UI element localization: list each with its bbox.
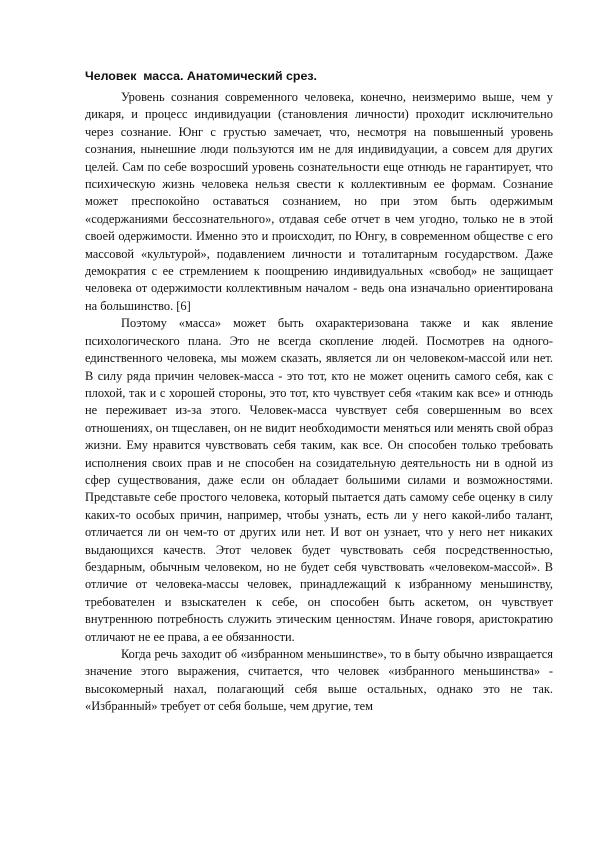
paragraph-1: Уровень сознания современного человека, конечно, неизмеримо выше, чем у дикаря, и процесс индивидуации (становления личности) проходит исключительно через сознание. Юнг с грустью замечает, что, несмотря на повышенный уровень сознания, нынешние люди пользуются им не для индивидуации, а совсем для других целей. Сам по себе возросший уровень сознательности еще отнюдь не гарантирует, что психическую жизнь человека нельзя свести к коллективным ее формам. Сознание может преспокойно оставаться сознанием, но при этом быть одержимым «содержаниями бессознательного», отдавая себе отчет в чем угодно, только не в этой своей одержимости. Именно это и происходит, по Юнгу, в современном обществе с его массовой «культурой», подавлением личности и тоталитарным государством. Даже демократия с ее стремлением к поощрению индивидуальных «свобод» не защищает человека от одержимости коллективным началом - ведь она изначально ориентирована на большинство. [6] [85, 90, 553, 313]
document-body [85, 68, 553, 716]
paragraph-3: Когда речь заходит об «избранном меньшинстве», то в быту обычно извращается значение этого выражения, считается, что человек «избранного меньшинства» - высокомерный нахал, полагающий себя выше остальных, однако это не так. «Избранный» требует от себя больше, чем другие, тем [85, 647, 553, 714]
paragraph-2: Поэтому «масса» может быть охарактеризована также и как явление психологического плана. Это не всегда скопление людей. Посмотрев на одного-единственного человека, мы можем сказать, является ли он человеком-массой или нет. В силу ряда причин человек-масса - это тот, кто не может оценить самого себя, как с плохой, так и с хорошей стороны, это тот, кто чувствует себя «таким как все» и отнюдь не переживает из-за этого. Человек-масса чувствует себя совершенным во всех отношениях, он тщеславен, он не видит необходимости меняться или менять свой образ жизни. Ему нравится чувствовать себя таким, как все. Он способен только требовать исполнения своих прав и не способен на созидательную деятельность ни в одной из сфер существования, даже если он обладает большими силами и возможностями. Представьте себе простого человека, который пытается дать самому себе оценку в силу каких-то особых причин, например, чтобы узнать, есть ли у него какой-либо талант, отличается ли он чем-то от других или нет. И вот он узнает, что у него нет никаких выдающихся качеств. Этот человек будет чувствовать себя посредственностью, бездарным, обычным человеком, но не будет себя чувствовать «человеком-массой». В отличие от человека-массы человек, принадлежащий к избранному меньшинству, требователен и взыскателен к себе, он способен быть аскетом, он чувствует внутреннюю потребность служить этическим ценностям. Иначе говоря, аристократию отличают не ее права, а ее обязанности. [85, 316, 553, 644]
document-title: Человек масса. Анатомический срез. [85, 69, 317, 83]
